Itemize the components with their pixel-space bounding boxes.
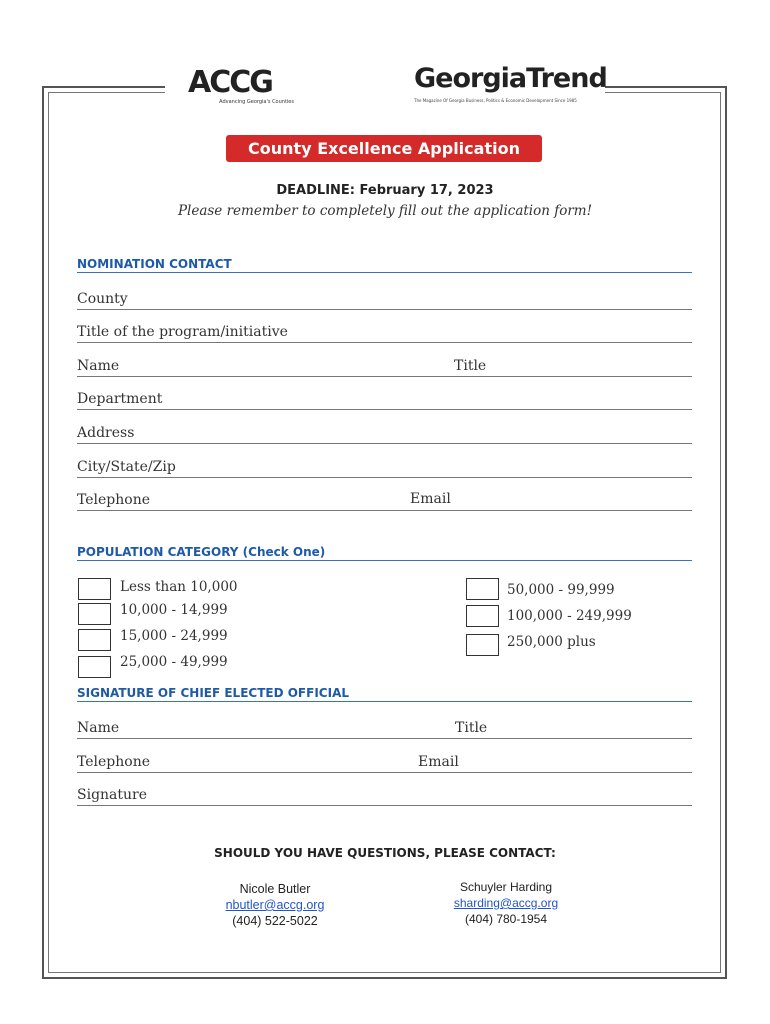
- contact-phone: (404) 780-1954: [464, 912, 548, 926]
- official-name-title-field[interactable]: [77, 718, 692, 739]
- accg-logo: [188, 65, 294, 105]
- checkbox-less-than-10000[interactable]: [78, 578, 111, 600]
- checkbox-15000-24999[interactable]: [78, 629, 111, 651]
- population-category-heading: POPULATION CATEGORY (Check One): [77, 545, 692, 561]
- checkbox-250000-plus[interactable]: [466, 634, 499, 656]
- contact-email-link[interactable]: sharding@accg.org: [453, 896, 559, 910]
- program-title-label: Title of the program/initiative: [77, 324, 288, 340]
- option-label: 250,000 plus: [507, 634, 596, 650]
- contact-email-link[interactable]: nbutler@accg.org: [225, 898, 325, 912]
- address-field[interactable]: [77, 423, 692, 444]
- contact-phone: (404) 522-5022: [232, 914, 318, 928]
- accg-logo-text: ACCG: [188, 65, 272, 100]
- option-label: 25,000 - 49,999: [120, 654, 228, 670]
- signature-heading: SIGNATURE OF CHIEF ELECTED OFFICIAL: [77, 686, 692, 702]
- contact-name: Nicole Butler: [239, 882, 311, 896]
- contact-telephone-email-field[interactable]: [77, 490, 692, 511]
- official-email-label: Email: [418, 754, 459, 770]
- county-field[interactable]: [77, 289, 692, 310]
- official-title-label: Title: [455, 720, 488, 736]
- checkbox-10000-14999[interactable]: [78, 603, 111, 625]
- contact-nicole: [205, 881, 345, 929]
- official-name-label: Name: [77, 720, 120, 736]
- city-state-zip-field[interactable]: [77, 457, 692, 478]
- option-label: Less than 10,000: [120, 579, 238, 595]
- accg-tagline: Advancing Georgia's Counties: [219, 99, 294, 105]
- official-telephone-label: Telephone: [77, 754, 151, 770]
- questions-heading: SHOULD YOU HAVE QUESTIONS, PLEASE CONTACT:: [214, 846, 556, 860]
- program-title-field[interactable]: [77, 322, 692, 343]
- department-label: Department: [77, 391, 163, 407]
- checkbox-100000-249999[interactable]: [466, 605, 499, 627]
- signature-field[interactable]: [77, 785, 692, 806]
- checkbox-50000-99999[interactable]: [466, 578, 499, 600]
- contact-name-label: Name: [77, 358, 120, 374]
- contact-title-label: Title: [454, 358, 487, 374]
- option-label: 100,000 - 249,999: [507, 608, 632, 624]
- nomination-contact-heading: NOMINATION CONTACT: [77, 257, 692, 273]
- contact-telephone-label: Telephone: [77, 492, 151, 508]
- department-field[interactable]: [77, 389, 692, 410]
- contact-email-label: Email: [410, 491, 451, 507]
- address-label: Address: [77, 425, 135, 441]
- option-label: 50,000 - 99,999: [507, 582, 615, 598]
- signature-label: Signature: [77, 787, 148, 803]
- page-border-inner: [48, 92, 721, 973]
- georgia-trend-tagline: The Magazine Of Georgia Business, Politics & Economic Development Since 1985: [414, 98, 577, 103]
- checkbox-25000-49999[interactable]: [78, 656, 111, 678]
- official-telephone-email-field[interactable]: [77, 752, 692, 773]
- contact-name-title-field[interactable]: [77, 356, 692, 377]
- option-label: 10,000 - 14,999: [120, 602, 228, 618]
- georgia-trend-logo-text: GeorgiaTrend: [414, 63, 607, 94]
- georgia-trend-logo: [414, 62, 607, 103]
- deadline-text: DEADLINE: February 17, 2023: [276, 183, 494, 198]
- contact-name: Schuyler Harding: [459, 880, 553, 894]
- city-state-zip-label: City/State/Zip: [77, 459, 176, 475]
- application-title-banner: County Excellence Application: [226, 135, 542, 162]
- contact-schuyler: [436, 879, 576, 927]
- option-label: 15,000 - 24,999: [120, 628, 228, 644]
- reminder-text: Please remember to completely fill out the application form!: [177, 203, 593, 219]
- county-label: County: [77, 291, 128, 307]
